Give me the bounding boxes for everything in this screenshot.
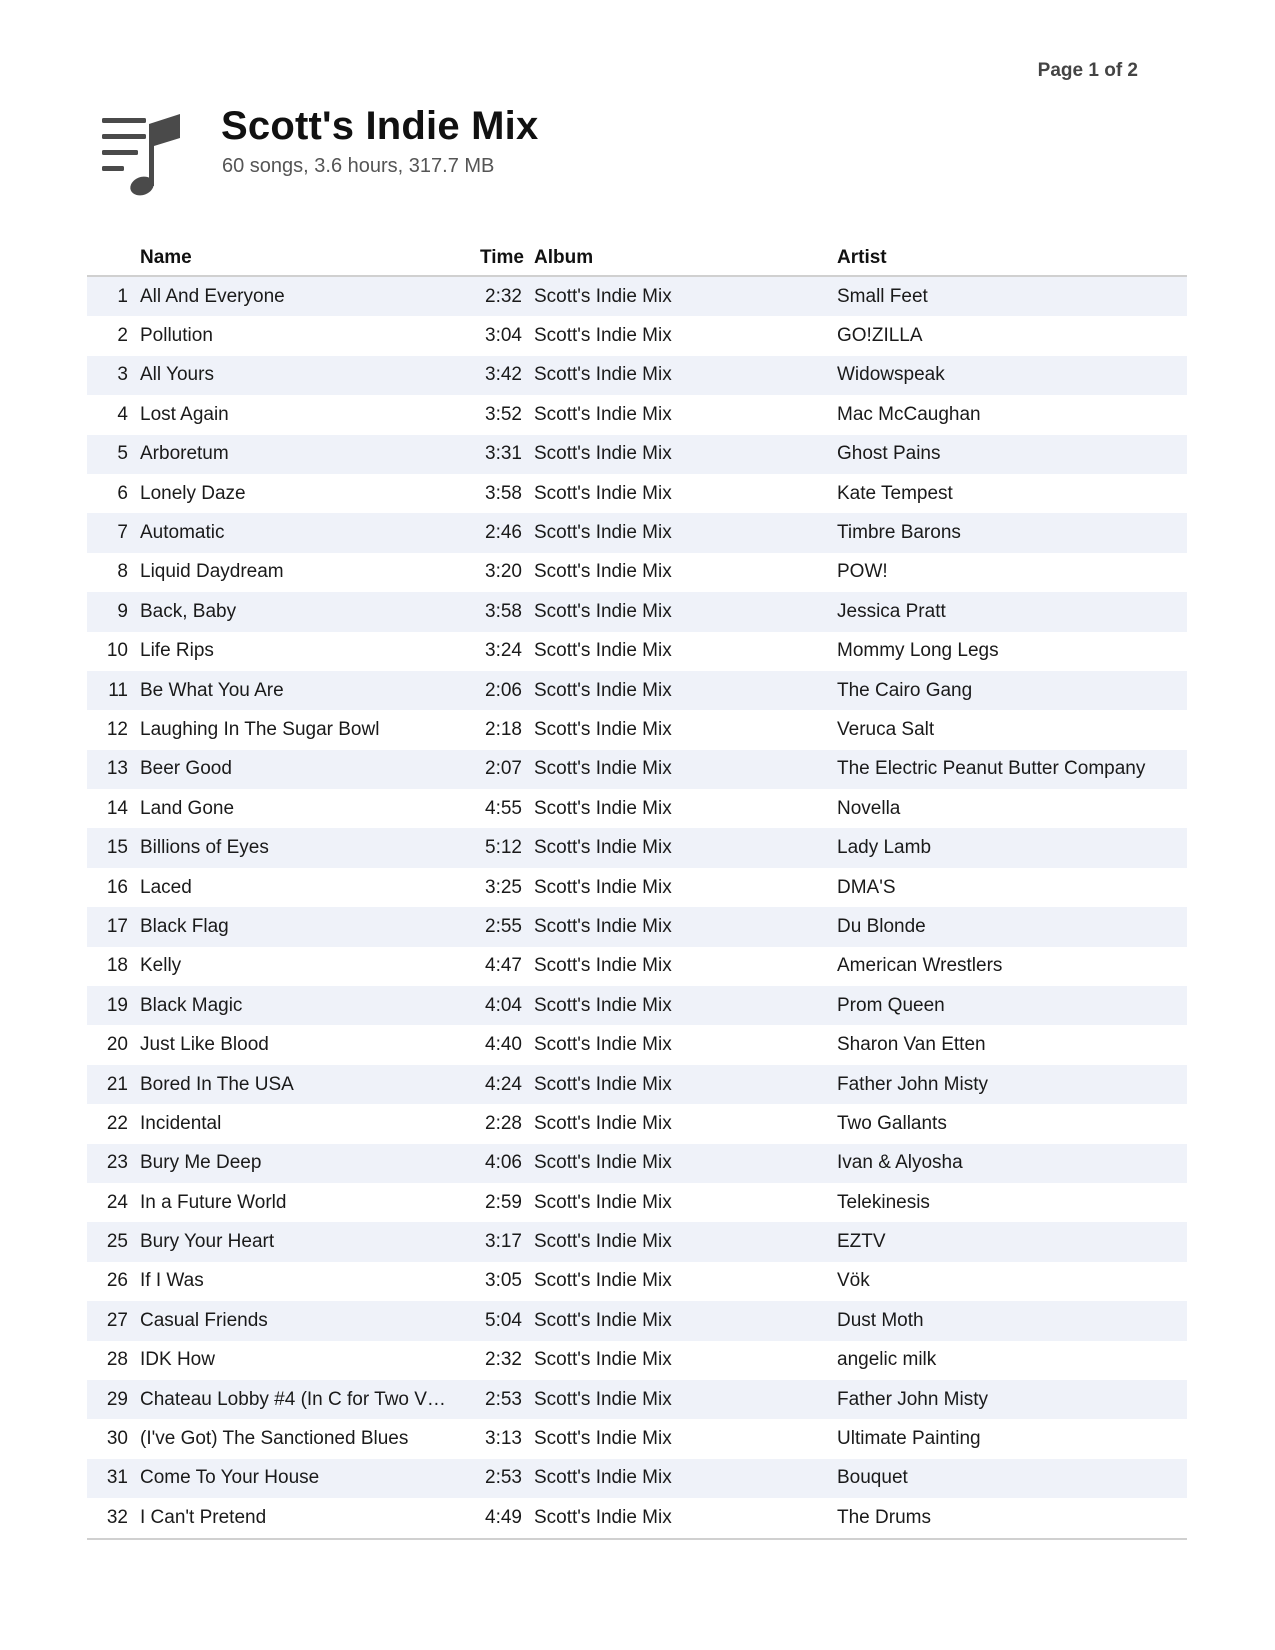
song-artist: The Electric Peanut Butter Company: [837, 750, 1187, 789]
track-number: 8: [117, 561, 128, 583]
song-album: Scott's Indie Mix: [534, 955, 672, 977]
song-name: Come To Your House: [140, 1459, 480, 1498]
track-number: 9: [87, 592, 140, 631]
table-row[interactable]: [87, 316, 1187, 355]
track-number: 27: [87, 1301, 140, 1340]
song-name: Lost Again: [140, 403, 229, 425]
song-artist: GO!ZILLA: [837, 325, 923, 347]
song-time: 2:28: [485, 1112, 522, 1134]
track-number: 10: [106, 640, 128, 662]
table-row[interactable]: [87, 947, 1187, 986]
track-number: 6: [117, 482, 128, 504]
table-row[interactable]: [87, 1498, 1187, 1538]
song-artist: Prom Queen: [837, 986, 1187, 1025]
song-name: In a Future World: [140, 1191, 287, 1213]
column-header-album[interactable]: Album: [534, 240, 837, 276]
song-album: Scott's Indie Mix: [534, 797, 672, 819]
song-time: 3:05: [485, 1270, 522, 1292]
song-time: 2:55: [480, 907, 534, 946]
song-artist: Mac McCaughan: [837, 403, 981, 425]
track-number: 5: [87, 435, 140, 474]
track-number: 15: [87, 828, 140, 867]
song-album: Scott's Indie Mix: [534, 1301, 837, 1340]
song-name: Bury Your Heart: [140, 1222, 480, 1261]
table-row[interactable]: [87, 1104, 1187, 1143]
track-number: 21: [87, 1065, 140, 1104]
table-row[interactable]: [87, 1459, 1187, 1498]
song-artist: Telekinesis: [837, 1191, 930, 1213]
song-name: Chateau Lobby #4 (In C for Two V…: [140, 1380, 480, 1419]
track-number: 24: [106, 1191, 128, 1213]
column-header-name[interactable]: Name: [140, 240, 480, 276]
track-number: 20: [106, 1034, 128, 1056]
table-row[interactable]: [87, 1419, 1187, 1458]
song-artist: DMA'S: [837, 876, 896, 898]
song-name: Laughing In The Sugar Bowl: [140, 718, 380, 740]
table-row[interactable]: [87, 710, 1187, 749]
table-row[interactable]: [87, 592, 1187, 631]
song-artist: Bouquet: [837, 1459, 1187, 1498]
song-name: Pollution: [140, 325, 213, 347]
song-album: Scott's Indie Mix: [534, 435, 837, 474]
track-number: 25: [87, 1222, 140, 1261]
table-row[interactable]: [87, 276, 1187, 316]
column-header-time[interactable]: Time: [480, 240, 534, 276]
table-row[interactable]: [87, 750, 1187, 789]
song-artist: Vök: [837, 1270, 870, 1292]
track-number: 7: [87, 513, 140, 552]
table-row[interactable]: [87, 1025, 1187, 1064]
song-name: Casual Friends: [140, 1301, 480, 1340]
song-name: Black Magic: [140, 986, 480, 1025]
song-album: Scott's Indie Mix: [534, 640, 672, 662]
song-artist: Mommy Long Legs: [837, 640, 999, 662]
song-time: 2:59: [485, 1191, 522, 1213]
song-artist: Father John Misty: [837, 1380, 1187, 1419]
song-album: Scott's Indie Mix: [534, 671, 837, 710]
table-row[interactable]: [87, 632, 1187, 671]
table-row[interactable]: [87, 1301, 1187, 1340]
song-artist: Kate Tempest: [837, 482, 953, 504]
song-album: Scott's Indie Mix: [534, 1034, 672, 1056]
track-number: 3: [87, 356, 140, 395]
table-row[interactable]: [87, 474, 1187, 513]
song-artist: EZTV: [837, 1222, 1187, 1261]
table-row[interactable]: [87, 513, 1187, 552]
song-album: Scott's Indie Mix: [534, 1349, 672, 1371]
song-album: Scott's Indie Mix: [534, 1428, 672, 1450]
song-artist: Ultimate Painting: [837, 1428, 981, 1450]
track-number: 13: [87, 750, 140, 789]
song-name: Bury Me Deep: [140, 1144, 480, 1183]
track-number: 30: [106, 1428, 128, 1450]
song-artist: Ivan & Alyosha: [837, 1144, 1187, 1183]
table-row[interactable]: [87, 1183, 1187, 1222]
table-row[interactable]: [87, 907, 1187, 946]
song-artist: Veruca Salt: [837, 718, 935, 740]
song-album: Scott's Indie Mix: [534, 561, 672, 583]
table-row[interactable]: [87, 986, 1187, 1025]
song-album: Scott's Indie Mix: [534, 325, 672, 347]
table-row[interactable]: [87, 435, 1187, 474]
song-time: 3:58: [485, 482, 522, 504]
column-header-artist[interactable]: Artist: [837, 240, 1187, 276]
playlist-music-note-icon: [100, 112, 190, 202]
song-time: 3:42: [480, 356, 534, 395]
track-number: 18: [106, 955, 128, 977]
song-name: Be What You Are: [140, 671, 480, 710]
song-name: Liquid Daydream: [140, 561, 284, 583]
table-row[interactable]: [87, 868, 1187, 907]
song-album: Scott's Indie Mix: [534, 1459, 837, 1498]
song-album: Scott's Indie Mix: [534, 1144, 837, 1183]
track-number: 23: [87, 1144, 140, 1183]
table-row[interactable]: [87, 828, 1187, 867]
song-name: IDK How: [140, 1349, 215, 1371]
song-album: Scott's Indie Mix: [534, 1191, 672, 1213]
song-name: Billions of Eyes: [140, 828, 480, 867]
track-number: 26: [106, 1270, 128, 1292]
track-number: 12: [106, 718, 128, 740]
track-number: 11: [87, 671, 140, 710]
song-artist: Sharon Van Etten: [837, 1034, 986, 1056]
song-artist: Two Gallants: [837, 1112, 947, 1134]
table-row[interactable]: [87, 553, 1187, 592]
song-name: Black Flag: [140, 907, 480, 946]
song-time: 2:53: [480, 1459, 534, 1498]
song-name: All And Everyone: [140, 276, 480, 316]
song-time: 3:31: [480, 435, 534, 474]
song-name: Automatic: [140, 513, 480, 552]
track-number: 16: [106, 876, 128, 898]
song-artist: Du Blonde: [837, 907, 1187, 946]
track-number: 31: [87, 1459, 140, 1498]
song-name: Lonely Daze: [140, 482, 246, 504]
song-artist: Small Feet: [837, 276, 1187, 316]
song-time: 2:32: [480, 276, 534, 316]
song-name: Arboretum: [140, 435, 480, 474]
song-time: 4:06: [480, 1144, 534, 1183]
song-album: Scott's Indie Mix: [534, 356, 837, 395]
song-time: 2:06: [480, 671, 534, 710]
song-time: 4:40: [485, 1034, 522, 1056]
song-name: Incidental: [140, 1112, 222, 1134]
track-number: 32: [87, 1498, 140, 1538]
song-time: 2:46: [480, 513, 534, 552]
song-time: 4:04: [480, 986, 534, 1025]
page-indicator: Page 1 of 2: [1037, 60, 1138, 81]
track-number: 2: [117, 325, 128, 347]
song-name: Just Like Blood: [140, 1034, 269, 1056]
song-album: Scott's Indie Mix: [534, 276, 837, 316]
song-time: 3:13: [485, 1428, 522, 1450]
song-album: Scott's Indie Mix: [534, 986, 837, 1025]
song-artist: The Drums: [837, 1498, 1187, 1538]
song-time: 3:04: [485, 325, 522, 347]
song-album: Scott's Indie Mix: [534, 1065, 837, 1104]
song-artist: Father John Misty: [837, 1065, 1187, 1104]
table-row[interactable]: [87, 671, 1187, 710]
track-number: 19: [87, 986, 140, 1025]
song-time: 2:32: [485, 1349, 522, 1371]
song-time: 3:52: [485, 403, 522, 425]
track-number: 29: [87, 1380, 140, 1419]
song-time: 5:04: [480, 1301, 534, 1340]
song-album: Scott's Indie Mix: [534, 750, 837, 789]
table-row[interactable]: [87, 356, 1187, 395]
song-name: Life Rips: [140, 640, 214, 662]
song-artist: American Wrestlers: [837, 955, 1003, 977]
song-time: 2:53: [480, 1380, 534, 1419]
song-time: 3:25: [485, 876, 522, 898]
song-time: 3:24: [485, 640, 522, 662]
song-artist: POW!: [837, 561, 888, 583]
table-row[interactable]: [87, 1341, 1187, 1380]
songs-table: [87, 240, 1187, 1540]
playlist-title: Scott's Indie Mix: [221, 104, 539, 148]
table-row[interactable]: [87, 789, 1187, 828]
song-time: 3:58: [480, 592, 534, 631]
track-number: 28: [106, 1349, 128, 1371]
column-header-number[interactable]: [87, 240, 140, 276]
song-artist: angelic milk: [837, 1349, 937, 1371]
song-time: 4:49: [480, 1498, 534, 1538]
song-time: 3:17: [480, 1222, 534, 1261]
song-album: Scott's Indie Mix: [534, 1380, 837, 1419]
song-time: 4:47: [485, 955, 522, 977]
song-artist: Novella: [837, 797, 901, 819]
song-time: 3:20: [485, 561, 522, 583]
song-name: Beer Good: [140, 750, 480, 789]
song-artist: Ghost Pains: [837, 435, 1187, 474]
song-name: Bored In The USA: [140, 1065, 480, 1104]
track-number: 1: [87, 276, 140, 316]
table-row[interactable]: [87, 1065, 1187, 1104]
song-album: Scott's Indie Mix: [534, 1270, 672, 1292]
table-row[interactable]: [87, 1144, 1187, 1183]
song-artist: Lady Lamb: [837, 828, 1187, 867]
song-name: If I Was: [140, 1270, 204, 1292]
table-row[interactable]: [87, 1262, 1187, 1301]
song-time: 5:12: [480, 828, 534, 867]
song-name: Kelly: [140, 955, 182, 977]
song-artist: Jessica Pratt: [837, 592, 1187, 631]
song-name: Laced: [140, 876, 192, 898]
table-row[interactable]: [87, 395, 1187, 434]
song-name: (I've Got) The Sanctioned Blues: [140, 1428, 409, 1450]
table-header-row: [87, 240, 1187, 276]
song-album: Scott's Indie Mix: [534, 828, 837, 867]
song-artist: Dust Moth: [837, 1301, 1187, 1340]
song-album: Scott's Indie Mix: [534, 1222, 837, 1261]
song-time: 4:55: [485, 797, 522, 819]
song-artist: Widowspeak: [837, 356, 1187, 395]
song-album: Scott's Indie Mix: [534, 876, 672, 898]
track-number: 17: [87, 907, 140, 946]
song-artist: Timbre Barons: [837, 513, 1187, 552]
track-number: 4: [117, 403, 128, 425]
song-album: Scott's Indie Mix: [534, 592, 837, 631]
song-name: All Yours: [140, 356, 480, 395]
song-name: Back, Baby: [140, 592, 480, 631]
song-album: Scott's Indie Mix: [534, 1498, 837, 1538]
table-row[interactable]: [87, 1380, 1187, 1419]
song-album: Scott's Indie Mix: [534, 482, 672, 504]
playlist-summary: 60 songs, 3.6 hours, 317.7 MB: [222, 155, 495, 177]
song-album: Scott's Indie Mix: [534, 907, 837, 946]
song-name: I Can't Pretend: [140, 1498, 480, 1538]
song-album: Scott's Indie Mix: [534, 513, 837, 552]
song-time: 2:07: [480, 750, 534, 789]
track-number: 14: [106, 797, 128, 819]
track-number: 22: [106, 1112, 128, 1134]
table-row[interactable]: [87, 1222, 1187, 1261]
song-artist: The Cairo Gang: [837, 671, 1187, 710]
song-album: Scott's Indie Mix: [534, 1112, 672, 1134]
song-time: 2:18: [485, 718, 522, 740]
song-album: Scott's Indie Mix: [534, 718, 672, 740]
song-album: Scott's Indie Mix: [534, 403, 672, 425]
song-time: 4:24: [480, 1065, 534, 1104]
song-name: Land Gone: [140, 797, 235, 819]
